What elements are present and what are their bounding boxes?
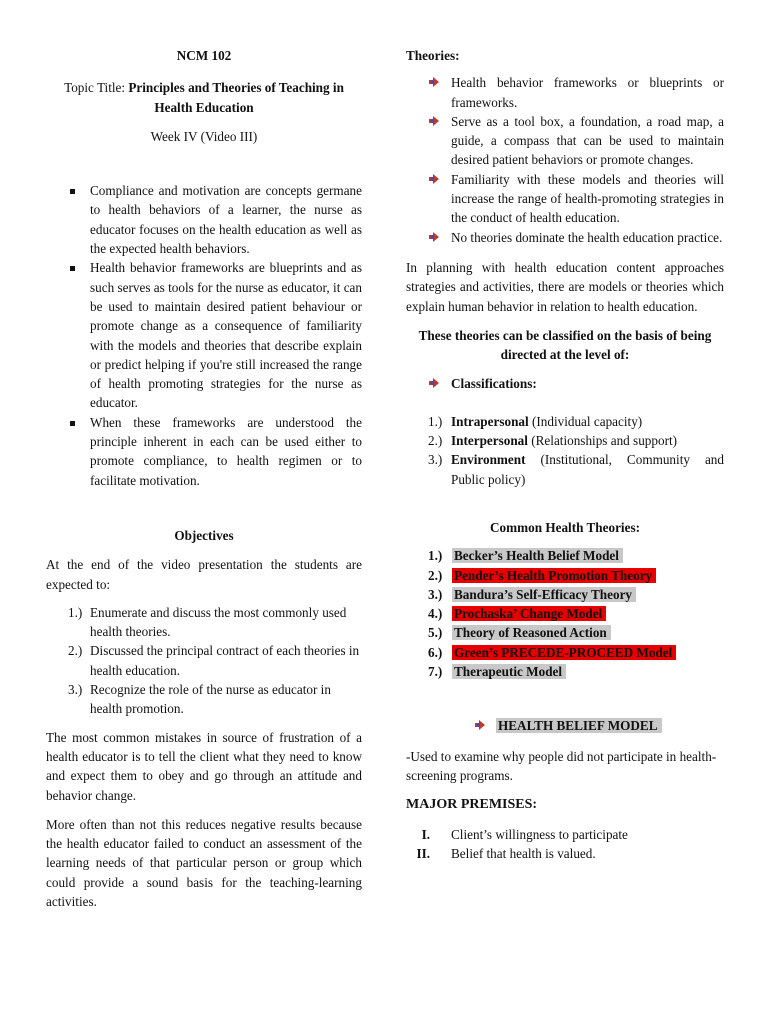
objective-text: Discussed the principal contract of each theories in health education. — [90, 643, 360, 678]
theory-item — [406, 73, 724, 112]
premise-text: Client’s willingness to participate — [451, 826, 628, 842]
common-theory-name: Becker’s Health Belief Model — [452, 548, 623, 563]
theory-item — [406, 228, 724, 247]
objectives-intro: At the end of the video presentation the students are expected to: — [46, 557, 362, 592]
objective-item — [46, 680, 362, 719]
week-label: Week IV (Video III) — [150, 128, 258, 144]
intro-bullet-item — [46, 181, 362, 258]
square-bullet-icon — [70, 266, 75, 271]
classification-term: Environment — [451, 452, 526, 468]
premise-item — [406, 844, 724, 863]
classification-term: Interpersonal — [451, 433, 528, 449]
theory-text: Health behavior frameworks or blueprints or frameworks. — [451, 75, 724, 110]
objective-text: Recognize the role of the nurse as educator in health promotion. — [90, 682, 331, 717]
objective-item — [46, 603, 362, 642]
classification-desc: (Individual capacity) — [528, 413, 643, 429]
common-theory-name: Therapeutic Model — [452, 664, 566, 679]
classification-number: 1.) — [428, 413, 443, 429]
common-theory-item — [406, 566, 724, 585]
topic-title — [46, 78, 362, 117]
intro-bullet-item — [46, 413, 362, 490]
common-theory-number: 6.) — [428, 644, 443, 660]
theories-list — [406, 73, 724, 247]
common-theory-number: 7.) — [428, 664, 443, 680]
premise-item — [406, 825, 724, 844]
common-theory-item — [406, 623, 724, 642]
common-theory-item — [406, 662, 724, 681]
classification-item — [406, 450, 724, 489]
theory-text: Familiarity with these models and theories will increase the range of health-promoting strategies in the conduct of health education. — [451, 171, 724, 226]
theories-heading: Theories: — [406, 48, 460, 63]
topic-prefix: Topic Title: — [64, 80, 129, 96]
left-column — [46, 0, 362, 911]
common-theory-name: Bandura’s Self-Efficacy Theory — [452, 587, 636, 602]
premise-number: I. — [421, 826, 430, 842]
objectives-heading: Objectives — [174, 527, 234, 543]
objective-number: 2.) — [68, 643, 83, 659]
intro-bullet-item — [46, 258, 362, 412]
premise-number: II. — [416, 845, 430, 861]
health-belief-model-title: HEALTH BELIEF MODEL — [496, 718, 662, 733]
common-theories-list — [406, 546, 724, 681]
common-theory-name: Green’s PRECEDE-PROCEED Model — [452, 645, 676, 660]
arrow-bullet-icon — [474, 719, 486, 731]
common-theory-number: 2.) — [428, 567, 443, 583]
topic-title-text: Principles and Theories of Teaching in Health Education — [128, 80, 344, 115]
common-theory-item — [406, 585, 724, 604]
intro-bullet-text: Health behavior frameworks are blueprints and as such serves as tools for the nurse as educator, it can be used to maintain desired patient behaviour or promote change as a consequence of familiarity with the models and theories that describe explain or predict helping if you're still increased the range of health promoting strategies for the nurse as educator. — [90, 260, 362, 411]
classified-heading: These theories can be classified on the basis of being directed at the level of: — [418, 327, 712, 363]
square-bullet-icon — [70, 421, 75, 426]
theory-text: No theories dominate the health education practice. — [451, 229, 723, 245]
common-theory-number: 5.) — [428, 625, 443, 641]
common-theory-number: 3.) — [428, 586, 443, 602]
objectives-list — [46, 603, 362, 719]
classifications-list — [406, 412, 724, 489]
common-theory-item — [406, 604, 724, 623]
arrow-bullet-icon — [428, 377, 440, 389]
common-theory-name: Prochaska’ Change Model — [452, 606, 606, 621]
theory-item — [406, 170, 724, 228]
course-code: NCM 102 — [176, 48, 232, 63]
classification-item — [406, 431, 724, 450]
classification-item — [406, 412, 724, 431]
assessment-paragraph: More often than not this reduces negative results because the health educator failed to conduct an assessment of the learning needs of that particular person or group which could provide a sound basis for the teaching-learning activities. — [46, 816, 362, 909]
square-bullet-icon — [70, 189, 75, 194]
health-belief-model-description: -Used to examine why people did not participate in health-screening programs. — [406, 748, 717, 783]
objective-text: Enumerate and discuss the most commonly used health theories. — [90, 604, 347, 640]
classification-desc: (Institutional, Community and Public policy) — [451, 452, 724, 487]
classifications-label — [406, 374, 724, 393]
objective-number: 1.) — [68, 604, 83, 620]
common-theory-item — [406, 643, 724, 662]
arrow-bullet-icon — [428, 76, 440, 88]
right-column — [406, 0, 724, 863]
premises-list — [406, 825, 724, 864]
theory-item — [406, 112, 724, 170]
objective-item — [46, 641, 362, 680]
classifications-label-text: Classifications: — [451, 376, 537, 392]
health-belief-model-heading — [406, 716, 724, 735]
common-theory-number: 1.) — [428, 548, 443, 564]
classification-desc: (Relationships and support) — [527, 433, 678, 449]
mistakes-paragraph: The most common mistakes in source of frustration of a health educator is to tell the client what they need to know and expect them to obey and go through an attitude and behavior change. — [46, 729, 362, 803]
classification-number: 3.) — [428, 452, 443, 468]
major-premises-heading: MAJOR PREMISES: — [406, 797, 538, 813]
premise-text: Belief that health is valued. — [451, 845, 596, 861]
arrow-bullet-icon — [428, 115, 440, 127]
common-theory-name: Theory of Reasoned Action — [452, 625, 611, 640]
theory-text: Serve as a tool box, a foundation, a road map, a guide, a compass that can be used to maintain desired patient behaviors or promote changes. — [451, 113, 724, 168]
common-theory-name: Pender’s Health Promotion Theory — [452, 568, 656, 583]
classification-term: Intrapersonal — [451, 413, 529, 429]
classification-number: 2.) — [428, 433, 443, 449]
arrow-bullet-icon — [428, 231, 440, 243]
objective-number: 3.) — [68, 682, 83, 698]
intro-bullet-text: Compliance and motivation are concepts germane to health behaviors of a learner, the nurse as educator focuses on the health education as well as the expected health behaviors. — [90, 183, 362, 257]
common-theory-number: 4.) — [428, 606, 443, 622]
common-theories-heading: Common Health Theories: — [490, 519, 640, 535]
intro-bullet-list — [46, 181, 362, 490]
planning-paragraph: In planning with health education content approaches strategies and activities, there are models or theories which explain human behavior in relation to health education. — [406, 259, 724, 314]
intro-bullet-text: When these frameworks are understood the principle inherent in each can be used either to promote compliance, to health regimen or to facilitate motivation. — [90, 414, 362, 488]
common-theory-item — [406, 546, 724, 565]
arrow-bullet-icon — [428, 173, 440, 185]
